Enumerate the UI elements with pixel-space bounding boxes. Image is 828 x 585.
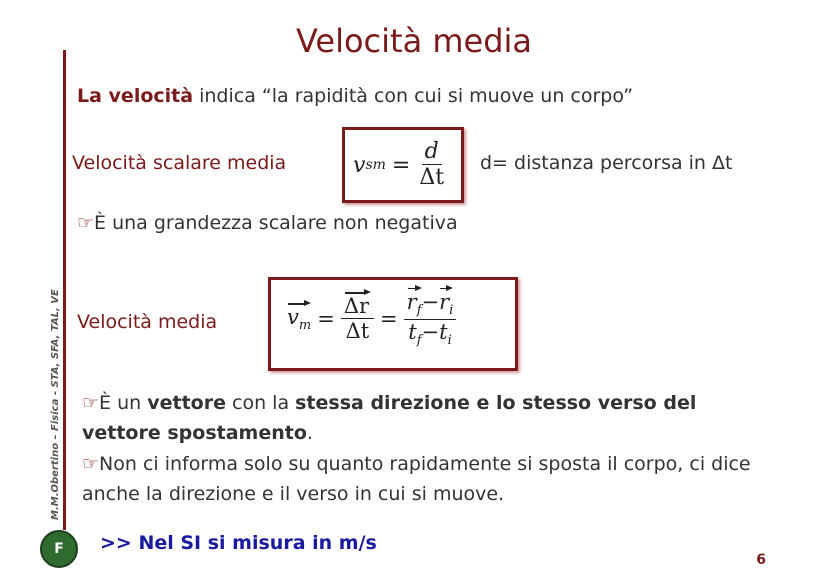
distance-note: d= distanza percorsa in Δt [480, 152, 733, 174]
scalar-lhs: v [353, 152, 366, 178]
scalar-formula-box [342, 127, 464, 203]
intro-bold: La velocità [77, 85, 194, 107]
bullet1-text: È una grandezza scalare non negativa [94, 212, 458, 234]
vector-formula-box [268, 277, 518, 371]
scalar-equals: = [391, 152, 411, 178]
vector-label: Velocità media [77, 311, 218, 333]
slide-title: Velocità media [295, 22, 533, 60]
scalar-lhs-sub: sm [365, 157, 386, 174]
left-accent-line [63, 50, 66, 530]
time-denominator: $t_f-t_i$ [408, 320, 452, 349]
page-number: 6 [756, 552, 766, 568]
bullet-scalar-nonnegative [77, 208, 458, 238]
scalar-fraction [416, 139, 447, 192]
scalar-label: Velocità scalare media [72, 152, 287, 174]
displacement-numerator: $r_f-r_i$ [404, 290, 457, 320]
vector-equals-2: = [380, 307, 398, 332]
intro-sentence [77, 85, 633, 107]
intro-rest: indica “la rapidità con cui si muove un corpo” [193, 85, 634, 107]
vector-formula [287, 290, 456, 349]
scalar-formula [353, 139, 447, 192]
delta-t: Δt [345, 319, 370, 344]
author-sidebar: M.M.Obertino – Fisica - STA, SFA, TAL, VE [50, 289, 61, 520]
delta-r-vector: Δr [341, 294, 374, 319]
vector-fraction-1 [341, 294, 374, 344]
scalar-numerator: d [422, 139, 442, 165]
pointing-hand-icon: ☞ [82, 453, 100, 475]
si-unit-note: >> Nel SI si misura in m/s [100, 532, 377, 554]
bullet-direction-info: ☞Non ci informa solo su quanto rapidamente si sposta il corpo, ci dice anche la direzione e il verso in cui si muove. [82, 453, 751, 505]
scalar-denominator: Δt [419, 165, 445, 191]
velocity-vector: $v_m$ [287, 305, 312, 334]
bullet-vector-direction: ☞È un vettore con la stessa direzione e lo stesso verso del vettore spostamento. [82, 392, 697, 444]
vector-fraction-2 [404, 290, 457, 349]
pointing-hand-icon: ☞ [77, 212, 95, 234]
university-logo: F [40, 530, 78, 568]
pointing-hand-icon: ☞ [82, 392, 100, 414]
vector-equals-1: = [317, 307, 335, 332]
